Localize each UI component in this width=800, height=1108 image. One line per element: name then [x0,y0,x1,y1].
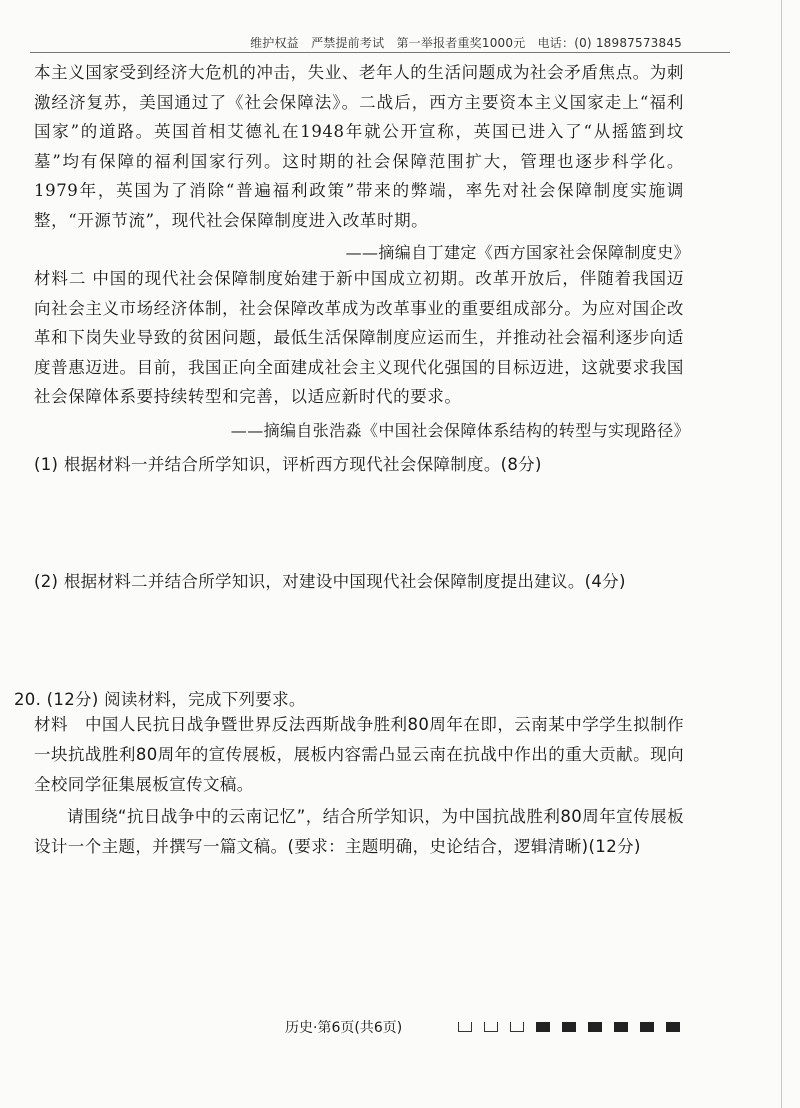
question-1: (1) 根据材料一并结合所学知识，评析西方现代社会保障制度。(8分) [34,455,542,474]
material-one-paragraph: 本主义国家受到经济大危机的冲击，失业、老年人的生活问题成为社会矛盾焦点。为刺激经济复苏，美国通过了《社会保障法》。二战后，西方主要资本主义国家走上“福利国家”的道路。英国首相艾德礼在1948年就公开宣称，英国已进入了“从摇篮到坟墓”均有保障的福利国家行列。这时期的社会保障范围扩大，管理也逐步科学化。1979年，英国为了消除“普遍福利政策”带来的弊端，率先对社会保障制度实施调整，“开源节流”，现代社会保障制度进入改革时期。 [34,63,684,230]
material-one-source: ——摘编自丁建定《西方国家社会保障制度史》 [345,243,690,262]
scan-edge-line [781,0,782,1108]
scan-mark-empty [484,1022,498,1032]
question-20-task: 请围绕“抗日战争中的云南记忆”，结合所学知识，为中国抗战胜利80周年宣传展板设计一个主题，并撰写一篇文稿。(要求：主题明确，史论结合，逻辑清晰)(12分) [34,807,684,856]
header-notice: 维护权益 严禁提前考试 第一举报者重奖1000元 电话：(0) 18987573845 [250,36,682,50]
page-footer [0,1017,800,1041]
scan-mark-empty [510,1022,524,1032]
scan-marks [458,1022,680,1032]
header-divider [30,52,730,53]
question-20-material [34,710,684,800]
question-20-heading: 20. (12分) 阅读材料，完成下列要求。 [14,690,306,709]
material-two-source: ——摘编自张浩淼《中国社会保障体系结构的转型与实现路径》 [230,421,690,440]
scan-mark-filled [640,1022,654,1032]
question-20-material-text: 中国人民抗日战争暨世界反法西斯战争胜利80周年在即，云南某中学学生拟制作一块抗战胜利80周年的宣传展板，展板内容需凸显云南在抗战中作出的重大贡献。现向全校同学征集展板宣传文稿。 [34,715,684,794]
question-20-material-label: 材料 [34,715,68,734]
scan-mark-filled [614,1022,628,1032]
scan-mark-filled [666,1022,680,1032]
material-two-paragraph: 中国的现代社会保障制度始建于新中国成立初期。改革开放后，伴随着我国迈向社会主义市场经济体制，社会保障改革成为改革事业的重要组成部分。为应对国企改革和下岗失业导致的贫困问题，最低生活保障制度应运而生，并推动社会福利逐步向适度普惠迈进。目前，我国正向全面建成社会主义现代化强国的目标迈进，这就要求我国社会保障体系要持续转型和完善，以适应新时代的要求。 [34,269,684,406]
scan-mark-filled [562,1022,576,1032]
scan-mark-filled [536,1022,550,1032]
page-number: 历史·第6页(共6页) [285,1020,403,1036]
scan-mark-empty [458,1022,472,1032]
question-2: (2) 根据材料二并结合所学知识，对建设中国现代社会保障制度提出建议。(4分) [34,572,626,591]
scan-mark-filled [588,1022,602,1032]
material-two-label: 材料二 [34,269,87,288]
material-two-block [34,264,684,412]
